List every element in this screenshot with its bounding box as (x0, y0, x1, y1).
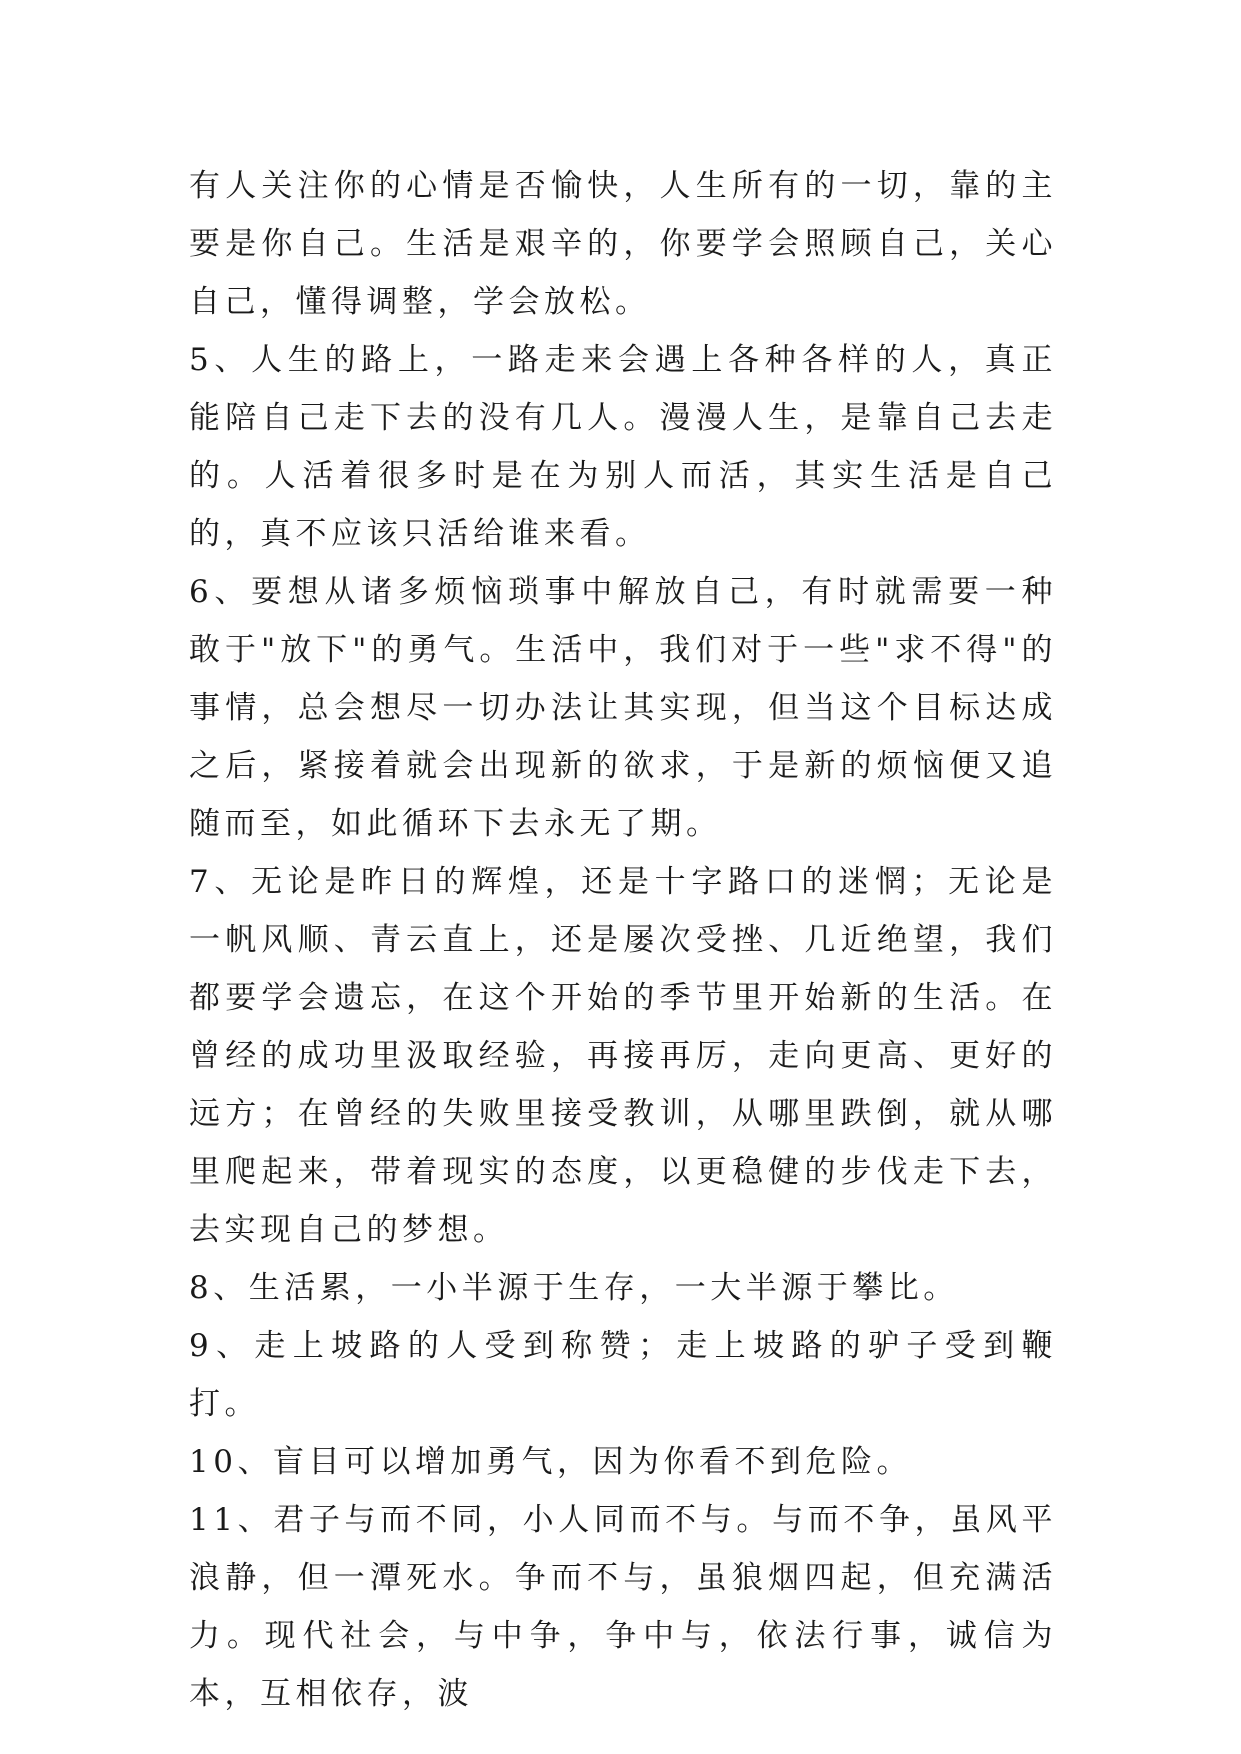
paragraph-item-9: 9、走上坡路的人受到称赞；走上坡路的驴子受到鞭打。 (189, 1328, 1057, 1422)
paragraph-item-10: 10、盲目可以增加勇气，因为你看不到危险。 (189, 1444, 912, 1480)
document-page (189, 157, 1057, 1723)
paragraph-item-5: 5、人生的路上，一路走来会遇上各种各样的人，真正能陪自己走下去的没有几人。漫漫人生，是靠自己去走的。人活着很多时是在为别人而活，其实生活是自己的，真不应该只活给谁来看。 (189, 342, 1057, 552)
paragraph-item-8: 8、生活累，一小半源于生存，一大半源于攀比。 (189, 1270, 959, 1306)
paragraph-item-11: 11、君子与而不同，小人同而不与。与而不争，虽风平浪静，但一潭死水。争而不与，虽狼烟四起，但充满活力。现代社会，与中争，争中与，依法行事，诚信为本，互相依存，波 (189, 1502, 1057, 1712)
paragraph-item-6: 6、要想从诸多烦恼琐事中解放自己，有时就需要一种敢于"放下"的勇气。生活中，我们对于一些"求不得"的事情，总会想尽一切办法让其实现，但当这个目标达成之后，紧接着就会出现新的欲求，于是新的烦恼便又追随而至，如此循环下去永无了期。 (189, 574, 1057, 842)
paragraph-intro: 有人关注你的心情是否愉快，人生所有的一切，靠的主要是你自己。生活是艰辛的，你要学会照顾自己，关心自己，懂得调整，学会放松。 (189, 168, 1057, 320)
paragraph-item-7: 7、无论是昨日的辉煌，还是十字路口的迷惘；无论是一帆风顺、青云直上，还是屡次受挫、几近绝望，我们都要学会遗忘，在这个开始的季节里开始新的生活。在曾经的成功里汲取经验，再接再厉，走向更高、更好的远方；在曾经的失败里接受教训，从哪里跌倒，就从哪里爬起来，带着现实的态度，以更稳健的步伐走下去，去实现自己的梦想。 (189, 864, 1057, 1248)
